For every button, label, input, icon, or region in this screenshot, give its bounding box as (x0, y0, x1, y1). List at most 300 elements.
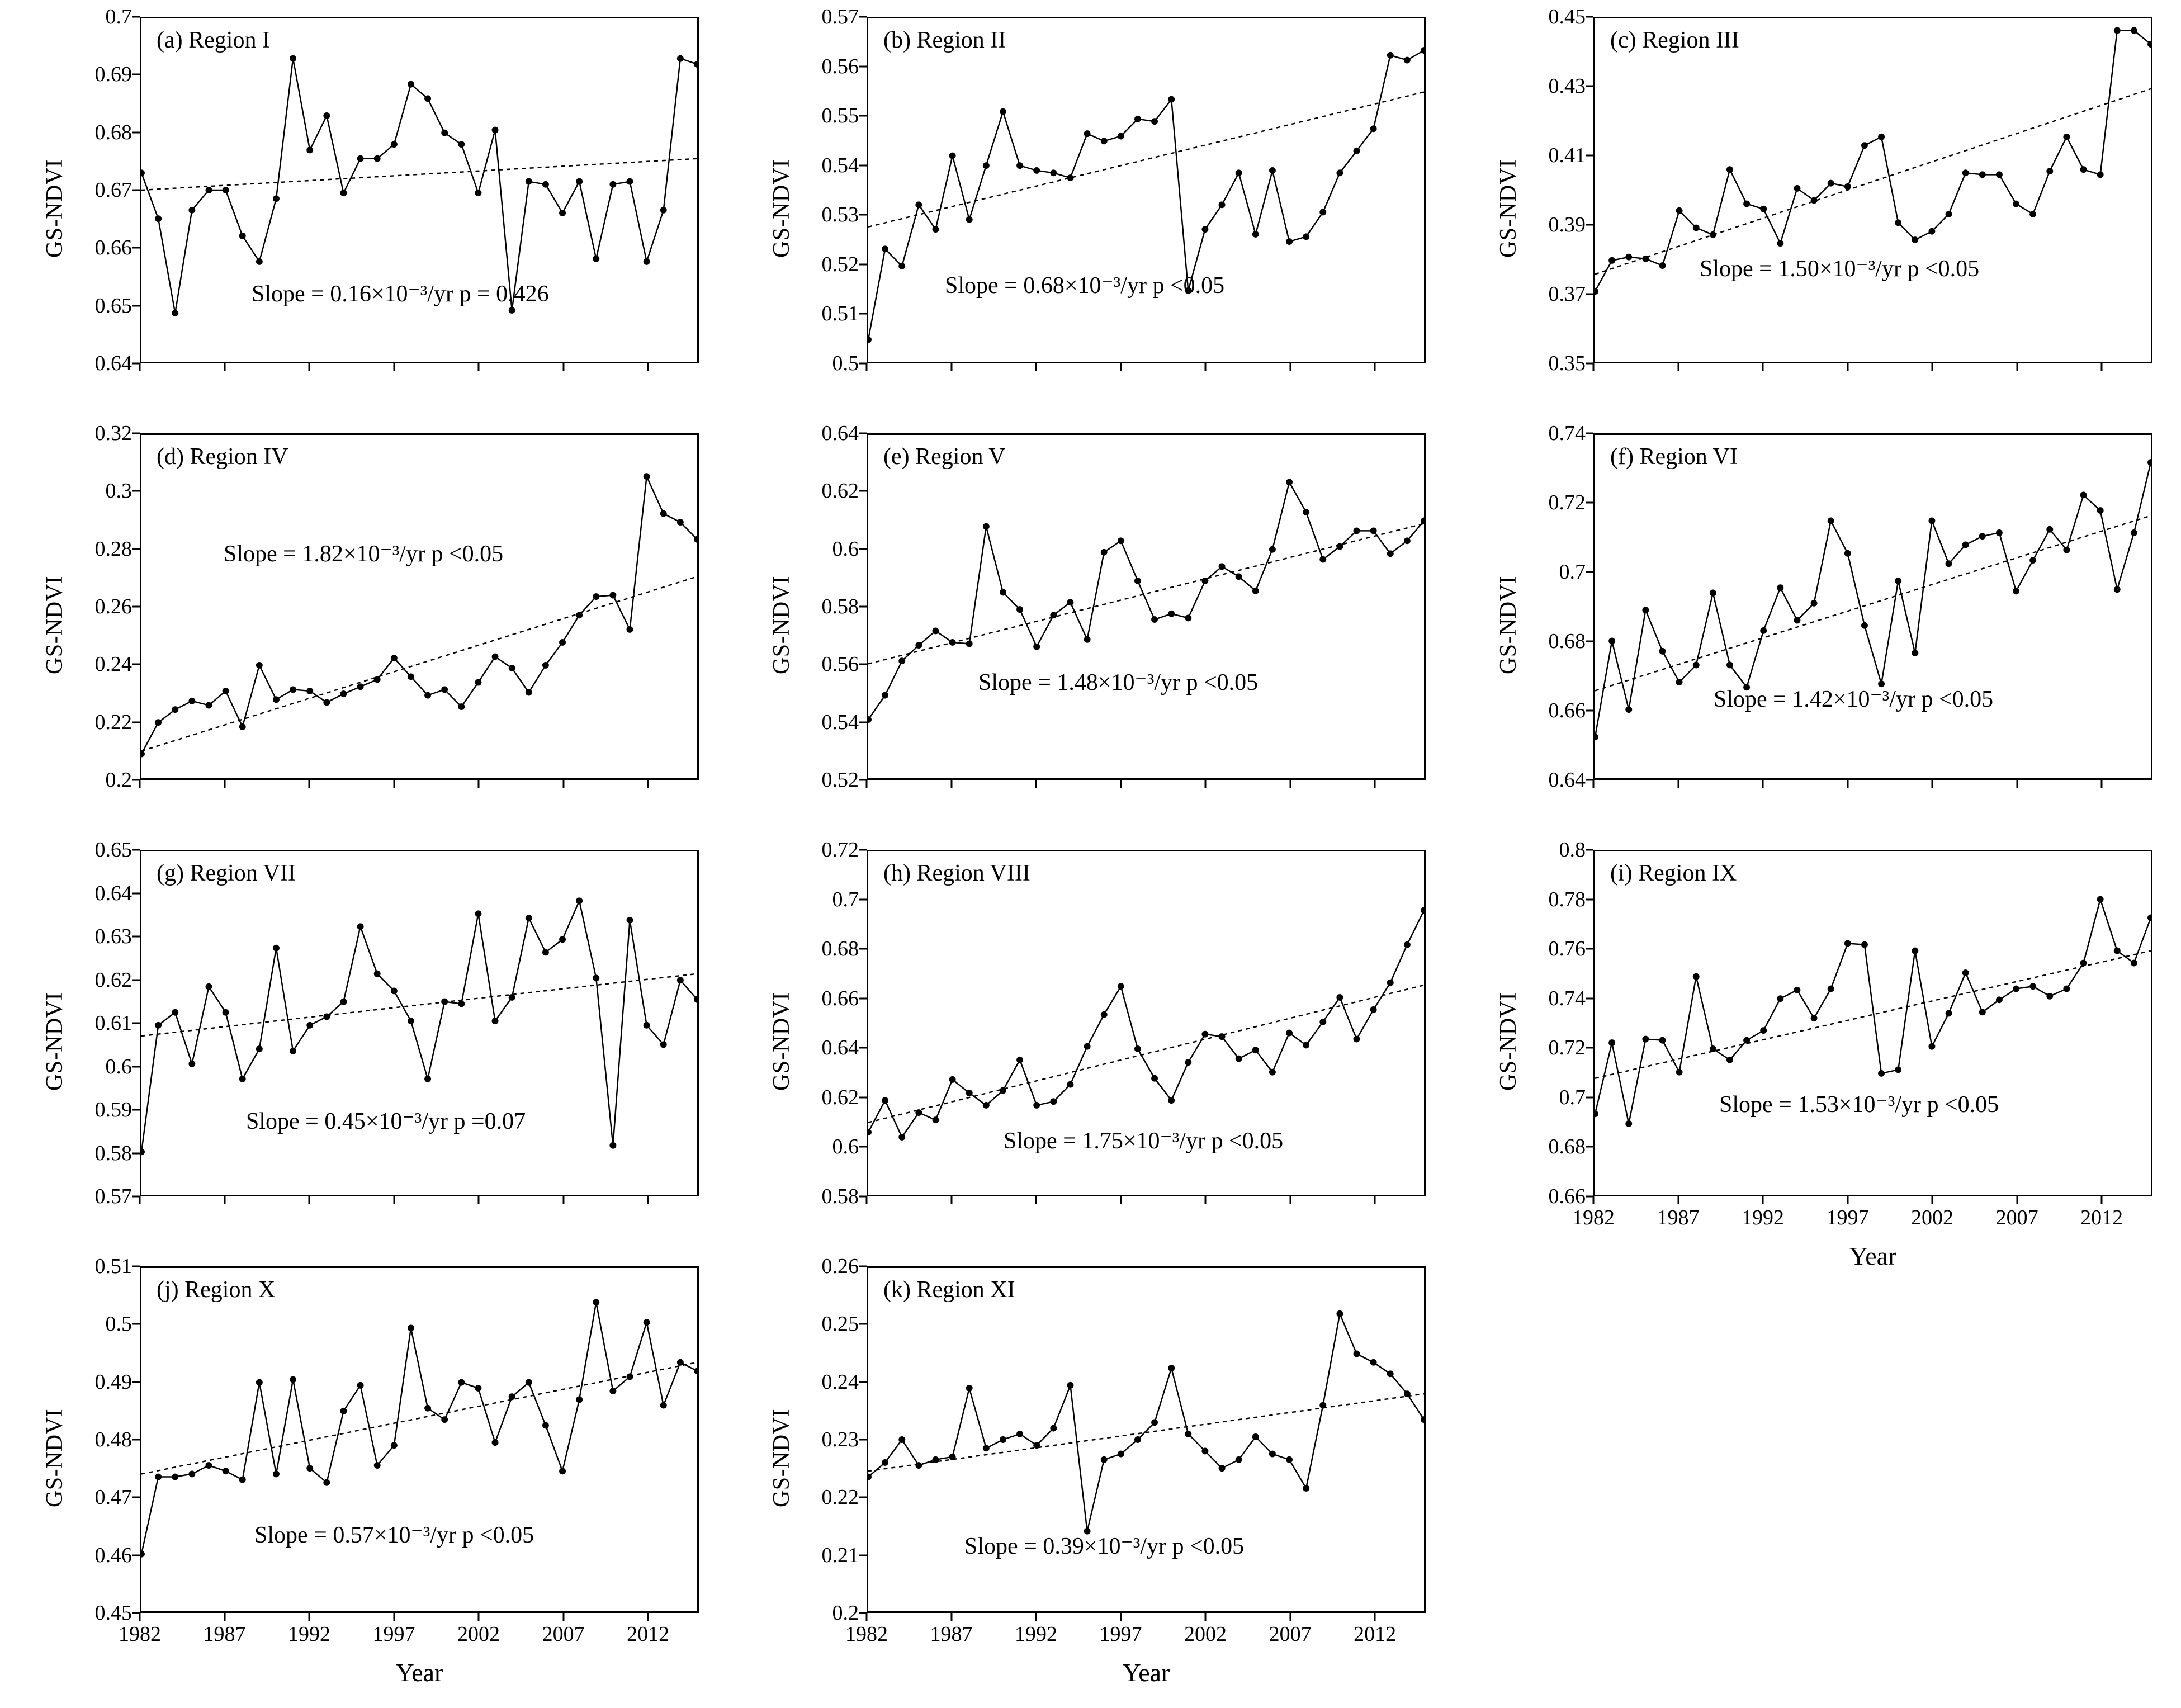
x-tick-mark (1762, 1196, 1764, 1204)
series-line (141, 476, 697, 754)
data-point (1912, 650, 1918, 656)
data-point (2097, 171, 2104, 178)
y-tick-label: 0.24 (94, 652, 132, 676)
panel-g (0, 833, 727, 1250)
plot-frame (140, 433, 699, 780)
y-tick-label: 0.21 (821, 1543, 859, 1567)
data-point (441, 130, 448, 136)
data-point (2080, 166, 2087, 173)
y-tick-mark (859, 1554, 867, 1556)
data-point (509, 307, 515, 314)
data-point (492, 1439, 499, 1446)
trend-line (141, 576, 697, 751)
data-point (2046, 168, 2053, 174)
data-point (1151, 1419, 1158, 1426)
x-tick-mark (1677, 1196, 1679, 1204)
y-tick-mark (1586, 1146, 1593, 1148)
y-tick-label: 0.64 (821, 422, 859, 445)
y-axis-label: GS-NDVI (1496, 575, 1522, 674)
data-point (1303, 509, 1309, 515)
data-point (1118, 133, 1124, 140)
y-tick-label: 0.54 (821, 153, 859, 177)
y-tick-mark (859, 606, 867, 608)
data-point (1946, 211, 1952, 217)
plot-area (94, 5, 699, 375)
y-tick-label: 0.55 (821, 104, 859, 128)
data-point (1844, 940, 1851, 947)
panel-d (0, 417, 727, 833)
y-tick-label: 0.62 (821, 1085, 859, 1109)
panel-c (1454, 0, 2180, 417)
x-tick-mark (647, 780, 649, 788)
x-tick-mark (866, 780, 868, 788)
data-point (1201, 1448, 1208, 1455)
data-point (1168, 611, 1175, 617)
data-point (1101, 1011, 1108, 1018)
data-point (576, 612, 583, 618)
data-point (1336, 543, 1343, 550)
data-point (408, 81, 414, 88)
y-axis-label: GS-NDVI (42, 575, 68, 674)
y-tick-mark (1586, 948, 1593, 950)
plot-area (1548, 422, 2152, 792)
x-tick-label: 1992 (1015, 1622, 1058, 1646)
y-tick-label: 0.66 (1548, 1185, 1586, 1208)
data-point (1794, 617, 1800, 624)
data-point (2063, 986, 2070, 992)
trend-line (1595, 515, 2151, 690)
data-point (357, 155, 364, 162)
panel-j (0, 1250, 727, 1687)
data-point (1168, 96, 1175, 103)
panel-title: (i) Region IX (1610, 860, 1737, 886)
data-point (223, 1009, 229, 1016)
data-point (660, 510, 667, 517)
x-tick-mark (866, 1196, 868, 1204)
x-tick-label: 1982 (1572, 1206, 1615, 1229)
data-point (290, 1376, 296, 1383)
data-point (677, 977, 684, 983)
data-point (949, 153, 956, 159)
data-point (660, 1402, 667, 1409)
y-tick-mark (859, 849, 867, 851)
data-point (1201, 578, 1208, 584)
data-point (2114, 586, 2121, 593)
data-point (1370, 1359, 1377, 1366)
plot-frame (1593, 17, 2152, 363)
data-point (1387, 1370, 1394, 1377)
y-tick-mark (132, 1554, 140, 1556)
plot-frame (1593, 433, 2152, 780)
data-point (2114, 948, 2121, 954)
x-axis-label: Year (1849, 1242, 1897, 1270)
y-tick-mark (859, 1266, 867, 1267)
x-tick-mark (1289, 363, 1291, 371)
data-point (1067, 1081, 1073, 1088)
x-tick-label: 2007 (542, 1622, 585, 1646)
data-point (1134, 578, 1141, 584)
data-point (1404, 57, 1411, 64)
data-point (609, 181, 616, 188)
data-point (1421, 907, 1424, 914)
plot-frame (867, 1266, 1426, 1613)
data-point (898, 263, 905, 269)
data-point (2080, 492, 2087, 499)
data-point (915, 201, 922, 208)
panel-title: (d) Region IV (157, 444, 288, 470)
data-point (627, 917, 633, 924)
data-point (357, 1382, 364, 1389)
data-point (141, 169, 145, 176)
y-tick-label: 0.43 (1548, 74, 1586, 98)
data-point (357, 923, 364, 930)
data-point (1185, 615, 1191, 622)
data-point (458, 1379, 465, 1386)
data-point (2131, 529, 2137, 536)
y-tick-label: 0.22 (821, 1485, 859, 1510)
y-tick-label: 0.68 (1548, 1135, 1586, 1159)
y-tick-mark (132, 548, 140, 550)
data-point (526, 915, 532, 921)
y-tick-label: 0.6 (832, 537, 859, 561)
data-point (1236, 1056, 1242, 1062)
data-point (1387, 980, 1394, 986)
x-tick-label: 2002 (1911, 1206, 1954, 1229)
x-tick-label: 2007 (1269, 1622, 1312, 1646)
plot-area (1548, 838, 2152, 1270)
y-tick-label: 0.72 (1548, 1036, 1586, 1060)
data-point (1269, 1451, 1276, 1458)
series-line (868, 910, 1424, 1137)
x-tick-mark (1762, 780, 1764, 788)
y-tick-mark (132, 433, 140, 434)
data-point (868, 716, 872, 723)
x-tick-mark (478, 780, 480, 788)
x-tick-mark (1593, 1196, 1595, 1204)
data-point (374, 1462, 381, 1469)
data-point (526, 1379, 532, 1386)
y-tick-label: 0.26 (821, 1255, 859, 1278)
y-tick-mark (859, 214, 867, 216)
data-point (1693, 973, 1700, 980)
data-point (2131, 960, 2137, 967)
data-point (141, 1148, 145, 1155)
data-point (458, 141, 465, 148)
y-tick-mark (132, 1439, 140, 1441)
x-tick-mark (393, 780, 395, 788)
y-tick-mark (1586, 641, 1593, 642)
data-point (627, 626, 633, 633)
data-point (1979, 533, 1986, 540)
y-tick-mark (859, 948, 867, 950)
y-tick-mark (132, 490, 140, 492)
y-axis-label: GS-NDVI (1496, 992, 1522, 1091)
y-tick-mark (132, 1266, 140, 1267)
data-point (1979, 1009, 1986, 1015)
slope-annotation: Slope = 1.50×10⁻³/yr p <0.05 (1700, 256, 1980, 282)
y-tick-label: 0.51 (821, 302, 859, 326)
panel-title: (k) Region XI (883, 1277, 1015, 1303)
y-tick-mark (859, 1323, 867, 1325)
slope-annotation: Slope = 1.82×10⁻³/yr p <0.05 (224, 541, 504, 567)
y-tick-label: 0.74 (1548, 422, 1586, 445)
x-tick-label: 1992 (288, 1622, 331, 1646)
y-tick-label: 0.49 (94, 1370, 132, 1394)
data-point (1996, 171, 2003, 178)
data-point (2097, 896, 2104, 903)
data-point (1101, 549, 1108, 556)
data-point (1000, 589, 1006, 595)
x-tick-mark (950, 363, 952, 371)
data-point (155, 1022, 162, 1029)
y-tick-mark (859, 115, 867, 117)
y-tick-label: 0.52 (821, 252, 859, 276)
data-point (323, 699, 330, 706)
x-tick-mark (1289, 780, 1291, 788)
data-point (172, 1474, 178, 1480)
y-tick-mark (859, 548, 867, 550)
y-tick-label: 0.6 (105, 1054, 132, 1078)
y-tick-mark (859, 16, 867, 18)
data-point (542, 1422, 549, 1428)
y-tick-mark (859, 1497, 867, 1498)
x-tick-mark (478, 1196, 480, 1204)
panel-h (727, 833, 1454, 1250)
data-point (644, 258, 650, 265)
data-point (155, 215, 162, 222)
x-tick-mark (309, 780, 310, 788)
y-tick-mark (132, 1497, 140, 1498)
data-point (1236, 169, 1242, 176)
y-tick-mark (1586, 997, 1593, 999)
data-point (141, 751, 145, 758)
data-point (492, 654, 499, 660)
data-point (256, 1379, 263, 1386)
y-tick-mark (1586, 294, 1593, 295)
x-tick-mark (1120, 780, 1122, 788)
data-point (542, 181, 549, 188)
data-point (1659, 262, 1666, 269)
data-point (627, 178, 633, 185)
data-point (868, 1129, 872, 1135)
data-point (1219, 1033, 1226, 1040)
y-tick-mark (132, 721, 140, 723)
x-tick-mark (1762, 363, 1764, 371)
y-tick-mark (859, 1439, 867, 1441)
data-point (1811, 197, 1818, 204)
y-tick-mark (132, 305, 140, 306)
y-tick-mark (132, 1109, 140, 1111)
panel-title: (a) Region I (157, 27, 270, 53)
y-tick-mark (1586, 849, 1593, 851)
data-point (408, 673, 414, 680)
data-point (374, 155, 381, 162)
y-tick-label: 0.68 (821, 937, 859, 961)
data-point (1303, 1042, 1309, 1049)
y-tick-mark (859, 490, 867, 492)
y-tick-label: 0.51 (94, 1255, 132, 1278)
y-tick-label: 0.23 (821, 1428, 859, 1451)
y-tick-label: 0.64 (94, 352, 132, 375)
data-point (1912, 236, 1918, 243)
data-point (1269, 546, 1276, 553)
data-point (1252, 588, 1259, 594)
trend-line (1595, 89, 2151, 275)
data-point (273, 945, 280, 952)
data-point (1595, 1110, 1598, 1117)
x-tick-mark (1120, 363, 1122, 371)
y-tick-label: 0.45 (94, 1601, 132, 1625)
data-point (1033, 644, 1040, 650)
data-point (1895, 1066, 1901, 1073)
data-point (1185, 1431, 1191, 1437)
panel-title: (h) Region VIII (883, 860, 1030, 886)
x-tick-label: 1987 (930, 1622, 973, 1646)
data-point (1625, 1120, 1632, 1127)
y-tick-mark (859, 898, 867, 900)
data-point (391, 987, 398, 994)
data-point (1050, 612, 1057, 618)
x-tick-mark (1847, 1196, 1848, 1204)
x-tick-label: 1997 (1099, 1622, 1142, 1646)
data-point (966, 1385, 973, 1392)
data-point (677, 55, 684, 62)
x-tick-mark (309, 1196, 310, 1204)
data-point (1996, 996, 2003, 1003)
y-tick-mark (859, 1381, 867, 1383)
trend-line (141, 1362, 697, 1474)
y-tick-label: 0.2 (105, 768, 132, 792)
trend-line (868, 985, 1424, 1123)
x-tick-mark (562, 780, 564, 788)
data-point (155, 1474, 162, 1480)
data-point (1319, 1402, 1326, 1409)
data-point (915, 1109, 922, 1116)
panel-title: (f) Region VI (1610, 444, 1738, 470)
data-point (1151, 1075, 1158, 1082)
y-tick-mark (1586, 16, 1593, 18)
data-point (1928, 1043, 1935, 1050)
slope-annotation: Slope = 0.68×10⁻³/yr p <0.05 (945, 273, 1225, 299)
y-tick-label: 0.69 (94, 63, 132, 87)
data-point (1134, 1045, 1141, 1052)
data-point (188, 698, 195, 704)
slope-annotation: Slope = 0.16×10⁻³/yr p = 0.426 (252, 281, 549, 307)
data-point (2063, 547, 2070, 553)
x-tick-mark (1593, 780, 1595, 788)
data-point (1642, 607, 1649, 613)
panel-title: (c) Region III (1610, 27, 1739, 53)
data-point (1336, 169, 1343, 176)
data-point (2013, 201, 2019, 207)
data-point (966, 641, 973, 647)
data-point (1743, 201, 1750, 207)
y-tick-label: 0.57 (821, 5, 859, 29)
data-point (1118, 983, 1124, 990)
data-point (559, 210, 566, 216)
x-tick-mark (1932, 363, 1933, 371)
x-tick-mark (950, 1613, 952, 1621)
data-point (1794, 987, 1800, 993)
x-tick-mark (647, 1196, 649, 1204)
y-tick-mark (132, 849, 140, 851)
data-point (273, 195, 280, 202)
data-series (1595, 851, 2151, 1195)
data-point (1370, 125, 1377, 132)
x-tick-mark (2101, 780, 2103, 788)
data-point (374, 971, 381, 977)
data-point (983, 162, 990, 169)
data-point (340, 1408, 347, 1414)
x-axis-label: Year (395, 1658, 443, 1687)
y-tick-label: 0.68 (94, 120, 132, 144)
plot-area (1548, 5, 2152, 375)
data-point (1236, 573, 1242, 580)
data-point (1101, 138, 1108, 144)
y-tick-label: 0.35 (1548, 352, 1586, 375)
x-tick-mark (393, 363, 395, 371)
data-point (1421, 1416, 1424, 1423)
data-point (1760, 627, 1767, 634)
data-point (1118, 537, 1124, 544)
data-point (933, 628, 939, 635)
plot-area (821, 1255, 1426, 1687)
data-point (424, 95, 431, 102)
x-tick-mark (866, 1613, 868, 1621)
slope-annotation: Slope = 1.42×10⁻³/yr p <0.05 (1714, 687, 1994, 712)
x-tick-mark (1593, 363, 1595, 371)
x-tick-label: 2012 (2080, 1206, 2123, 1229)
x-tick-label: 1997 (1826, 1206, 1869, 1229)
x-tick-mark (1205, 363, 1207, 371)
x-tick-mark (866, 363, 868, 371)
y-tick-label: 0.2 (832, 1601, 859, 1625)
panel-f (1454, 417, 2180, 833)
x-tick-mark (1932, 780, 1933, 788)
data-point (949, 1076, 956, 1083)
y-tick-mark (1586, 433, 1593, 434)
data-point (206, 1462, 212, 1469)
data-point (1370, 527, 1377, 534)
x-axis-label: Year (1122, 1658, 1170, 1687)
data-point (1595, 734, 1598, 740)
data-point (239, 233, 246, 239)
data-point (1354, 1036, 1360, 1043)
data-point (949, 639, 956, 646)
x-tick-mark (2101, 363, 2103, 371)
x-tick-mark (1205, 1613, 1207, 1621)
y-tick-mark (132, 892, 140, 894)
data-point (1354, 1351, 1360, 1357)
data-point (1828, 986, 1834, 992)
y-tick-label: 0.53 (821, 203, 859, 227)
data-point (1811, 600, 1818, 607)
data-point (458, 1001, 465, 1007)
data-series (141, 435, 697, 778)
data-point (239, 1477, 246, 1483)
data-point (526, 689, 532, 696)
data-point (1219, 1465, 1226, 1472)
data-point (306, 1465, 313, 1472)
plot-frame (1593, 850, 2152, 1196)
data-point (1201, 226, 1208, 233)
x-tick-mark (224, 363, 225, 371)
data-point (915, 642, 922, 649)
y-tick-mark (1586, 502, 1593, 504)
y-tick-mark (132, 131, 140, 133)
data-point (323, 1014, 330, 1020)
x-tick-mark (393, 1196, 395, 1204)
